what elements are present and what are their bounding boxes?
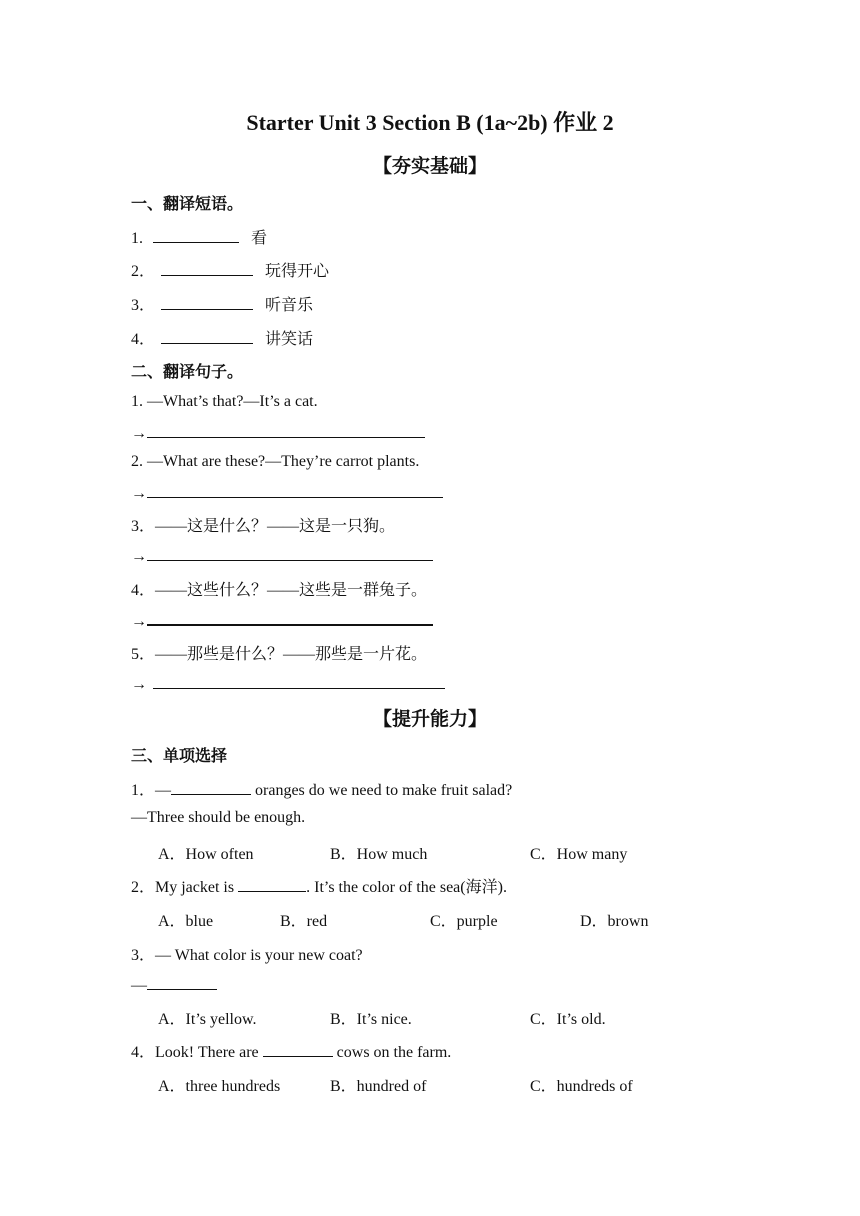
section-basic-heading: 【夯实基础】 xyxy=(372,156,487,177)
answer-blank[interactable] xyxy=(161,294,253,310)
phrase-item-4 xyxy=(131,326,313,349)
phrase-chinese: 看 xyxy=(251,230,268,247)
q1-option-c[interactable]: C．How many xyxy=(530,846,628,863)
answer-blank[interactable] xyxy=(147,974,217,990)
phrase-number: 2． xyxy=(131,263,156,280)
q3-option-a[interactable]: A．It’s yellow. xyxy=(158,1011,257,1028)
answer-blank[interactable] xyxy=(147,546,433,561)
sentence-prompt-5: 5．——那些是什么？——那些是一片花。 xyxy=(131,646,428,663)
answer-line-4 xyxy=(131,610,433,631)
arrow-icon: → xyxy=(131,425,147,442)
q1-option-a[interactable]: A．How often xyxy=(158,846,254,863)
q2-option-a[interactable]: A．blue xyxy=(158,913,214,930)
answer-blank[interactable] xyxy=(238,876,306,892)
q3-option-b[interactable]: B．It’s nice. xyxy=(330,1011,412,1028)
answer-blank[interactable] xyxy=(147,610,433,626)
answer-blank[interactable] xyxy=(161,328,253,344)
answer-blank[interactable] xyxy=(153,674,445,689)
answer-blank[interactable] xyxy=(263,1041,333,1057)
phrase-chinese: 玩得开心 xyxy=(265,263,330,280)
answer-blank[interactable] xyxy=(171,779,251,795)
phrase-number: 3． xyxy=(131,297,156,314)
q4-option-a[interactable]: A．three hundreds xyxy=(158,1078,281,1095)
question-4 xyxy=(131,1039,451,1062)
question-2 xyxy=(131,874,507,897)
dash: — xyxy=(131,977,147,994)
question-text: oranges do we need to make fruit salad? xyxy=(251,782,513,799)
answer-line-3 xyxy=(131,546,433,566)
q2-option-b[interactable]: B．red xyxy=(280,913,328,930)
arrow-icon: → xyxy=(131,613,147,630)
answer-line-2 xyxy=(131,483,443,503)
answer-line-1 xyxy=(131,423,425,443)
q4-option-c[interactable]: C．hundreds of xyxy=(530,1078,633,1095)
section-advance-heading: 【提升能力】 xyxy=(372,709,487,730)
q2-option-c[interactable]: C．purple xyxy=(430,913,498,930)
answer-line-5 xyxy=(131,674,445,694)
page-title: Starter Unit 3 Section B (1a~2b) 作业 2 xyxy=(246,110,614,135)
sentence-prompt-4: 4．——这些什么？——这些是一群兔子。 xyxy=(131,582,428,599)
question-text: . It’s the color of the sea(海洋). xyxy=(306,879,507,896)
part1-heading: 一、翻译短语。 xyxy=(131,196,244,213)
answer-blank[interactable] xyxy=(161,260,253,276)
q3-option-c[interactable]: C．It’s old. xyxy=(530,1011,606,1028)
phrase-number: 4． xyxy=(131,331,156,348)
answer-blank[interactable] xyxy=(153,227,239,243)
phrase-chinese: 讲笑话 xyxy=(265,331,314,348)
phrase-item-1 xyxy=(131,225,267,248)
sentence-prompt-2: 2. —What are these?—They’re carrot plants. xyxy=(131,453,420,470)
phrase-number: 1. xyxy=(131,230,143,247)
sentence-prompt-3: 3．——这是什么？——这是一只狗。 xyxy=(131,518,396,535)
answer-blank[interactable] xyxy=(147,483,443,498)
q4-option-b[interactable]: B．hundred of xyxy=(330,1078,427,1095)
question-1-reply: —Three should be enough. xyxy=(131,809,306,826)
phrase-chinese: 听音乐 xyxy=(265,297,314,314)
answer-blank[interactable] xyxy=(147,423,425,438)
q1-option-b[interactable]: B．How much xyxy=(330,846,428,863)
arrow-icon: → xyxy=(131,485,147,502)
phrase-item-2 xyxy=(131,258,329,281)
part2-heading: 二、翻译句子。 xyxy=(131,364,244,381)
phrase-item-3 xyxy=(131,292,313,315)
arrow-icon: → xyxy=(131,548,147,565)
question-1 xyxy=(131,777,512,800)
question-text: 4．Look! There are xyxy=(131,1044,263,1061)
question-3: 3．— What color is your new coat? xyxy=(131,947,363,964)
question-3-reply xyxy=(131,974,217,995)
arrow-icon: → xyxy=(131,676,147,693)
part3-heading: 三、单项选择 xyxy=(131,748,228,765)
q2-option-d[interactable]: D．brown xyxy=(580,913,649,930)
question-text: cows on the farm. xyxy=(332,1044,452,1061)
sentence-prompt-1: 1. —What’s that?—It’s a cat. xyxy=(131,393,318,410)
question-text: 2．My jacket is xyxy=(131,879,239,896)
question-number: 1．— xyxy=(131,782,172,799)
